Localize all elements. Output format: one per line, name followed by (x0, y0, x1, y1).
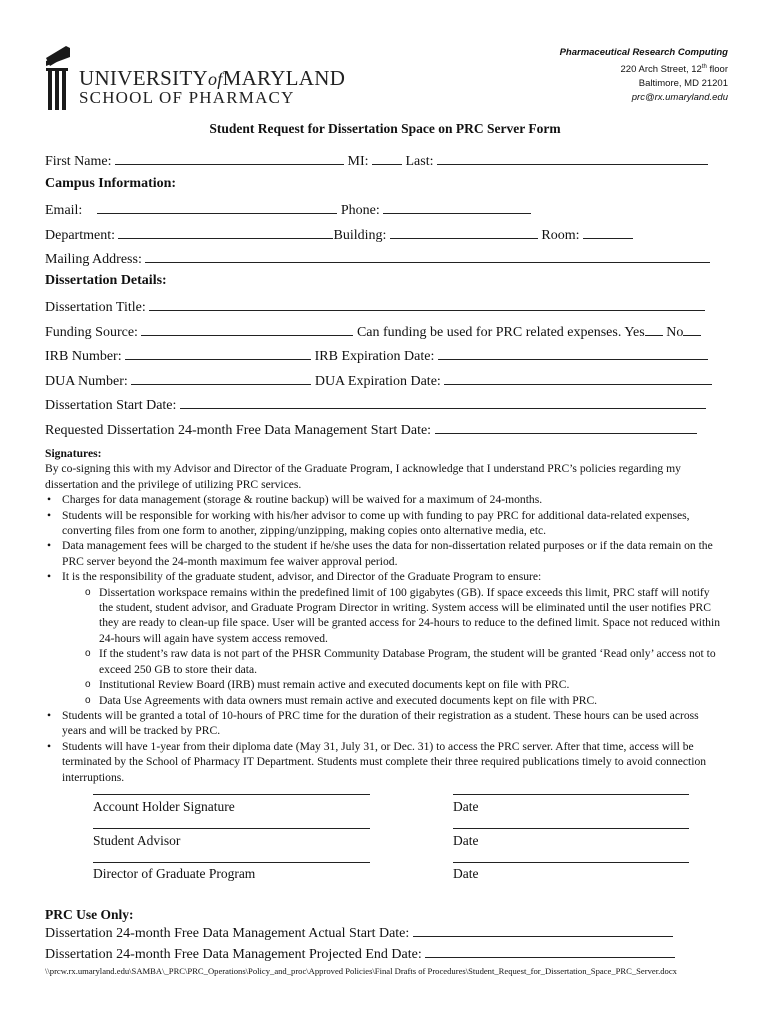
email-row (45, 200, 531, 218)
dissertation-heading: Dissertation Details: (45, 273, 167, 288)
actual-start-field[interactable] (413, 923, 673, 937)
start-date-label: Dissertation Start Date: (45, 398, 177, 413)
signatures-policy (45, 446, 725, 785)
start-date-field[interactable] (180, 395, 706, 409)
dissertation-title-label: Dissertation Title: (45, 300, 146, 315)
funding-question: Can funding be used for PRC related expenses. Yes (356, 325, 645, 340)
list-item: • Students will have 1-year from their diploma date (May 31, July 31, or Dec. 31) to access the PRC server. After that time, access will be terminated by the School of Pharmacy IT Department. Students must complete their three required publications timely to avoid connection interruptions. (45, 739, 725, 785)
irb-expiration-label: IRB Expiration Date: (314, 349, 435, 364)
list-item: • Charges for data management (storage & routine backup) will be waived for a maximum of 24-months. (45, 492, 725, 507)
dissertation-title-row (45, 297, 705, 315)
list-item: o Institutional Review Board (IRB) must remain active and executed documents kept on file with PRC. (82, 677, 725, 692)
dua-expiration-label: DUA Expiration Date: (314, 374, 441, 389)
student-advisor-date-line[interactable] (453, 828, 689, 829)
account-holder-signature-line[interactable] (93, 794, 370, 795)
student-advisor-signature-line[interactable] (93, 828, 370, 829)
mailing-address-label: Mailing Address: (45, 252, 142, 267)
department-label: Department: (45, 228, 115, 243)
student-advisor-label: Student Advisor (93, 833, 181, 848)
funding-yes-field[interactable] (645, 322, 663, 336)
phone-label: Phone: (340, 203, 380, 218)
requested-start-label: Requested Dissertation 24-month Free Data Management Start Date: (45, 423, 432, 438)
address-line1: 220 Arch Street, 12th floor (620, 64, 728, 76)
director-label: Director of Graduate Program (93, 866, 256, 881)
signatures-intro: By co-signing this with my Advisor and Director of the Graduate Program, I acknowledge that I understand PRC’s policies regarding my dissertation and the privilege of utilizing PRC services. (45, 462, 681, 491)
email-field[interactable] (97, 200, 337, 214)
director-date-line[interactable] (453, 862, 689, 863)
org-name: Pharmaceutical Research Computing (559, 47, 728, 58)
requested-start-row (45, 420, 697, 438)
university-name: UNIVERSITYofMARYLAND (79, 66, 346, 90)
email-label: Email: (45, 203, 83, 218)
address-line2: Baltimore, MD 21201 (638, 78, 728, 90)
funding-source-label: Funding Source: (45, 325, 138, 340)
actual-start-row (45, 923, 673, 941)
org-email: prc@rx.umaryland.edu (631, 92, 728, 104)
irb-expiration-field[interactable] (438, 346, 708, 360)
funding-source-field[interactable] (141, 322, 353, 336)
funding-no-field[interactable] (683, 322, 701, 336)
irb-row (45, 346, 708, 364)
prc-use-heading: PRC Use Only: (45, 907, 134, 922)
date-label: Date (453, 866, 479, 881)
start-date-row (45, 395, 706, 413)
account-holder-date-line[interactable] (453, 794, 689, 795)
mailing-address-field[interactable] (145, 249, 710, 263)
first-name-field[interactable] (115, 151, 344, 165)
room-field[interactable] (583, 225, 633, 239)
list-item: o Dissertation workspace remains within the predefined limit of 100 gigabytes (GB). If space exceeds this limit, PRC staff will notify the student, student advisor, and Graduate Program Director in writing. System access will be eliminated until the user notifies PRC they are ready to clean-up file space. User will be granted access for 24-hours to reduce to the defined limit. Space not reduced within 24-hours will again have system access removed. (82, 585, 725, 647)
name-row (45, 151, 708, 169)
list-item: • It is the responsibility of the graduate student, advisor, and Director of the Graduate Program to ensure: o Dissertation workspace remains within the predefined limit of 100 gigabytes (GB). If space exceeds this limit, PRC staff will notify the student, student advisor, and Graduate Program Director in writing. System access will be eliminated until the user notifies PRC they are ready to clean-up file space. User will be granted access for 24-hours to reduce to the defined limit. Space not reduced within 24-hours will again have system access removed. o If the student’s raw data is not part of the PHSR Community Database Program, the student will be granted ‘Read only’ access not to exceed 250 GB to store their data. o Institutional Review Board (IRB) must remain active and executed documents kept on file with PRC. o Data Use Agreements with data owners must remain active and executed documents kept on file with PRC. (45, 569, 725, 708)
mi-field[interactable] (372, 151, 402, 165)
list-item: • Students will be granted a total of 10-hours of PRC time for the duration of their registration as a student. These hours can be used across years and will be tracked by PRC. (45, 708, 725, 739)
department-row (45, 225, 633, 243)
policy-sublist (62, 585, 725, 708)
list-item: • Data management fees will be charged to the student if he/she uses the data for non-dissertation related purposes or if the data remain on the PRC server beyond the 24-month maximum fee waiver approval period. (45, 538, 725, 569)
building-label: Building: (333, 228, 387, 243)
phone-field[interactable] (383, 200, 531, 214)
org-address-block (560, 46, 728, 105)
irb-number-field[interactable] (125, 346, 311, 360)
file-path-footer: \\prcw.rx.umaryland.edu\SAMBA\_PRC\PRC_Operations\Policy_and_proc\Approved Policies\Final Drafts of Procedures\Student_Request_for_Dissertation_Space_PRC_Server.docx (45, 966, 677, 976)
projected-end-row (45, 944, 675, 962)
first-name-label: First Name: (45, 154, 112, 169)
mailing-row (45, 249, 710, 267)
university-column-emblem-icon (44, 44, 74, 112)
signatures-heading: Signatures: (45, 447, 102, 460)
requested-start-field[interactable] (435, 420, 697, 434)
list-item: o Data Use Agreements with data owners must remain active and executed documents kept on file with PRC. (82, 693, 725, 708)
dua-expiration-field[interactable] (444, 371, 712, 385)
building-field[interactable] (390, 225, 538, 239)
dissertation-title-field[interactable] (149, 297, 705, 311)
campus-heading: Campus Information: (45, 176, 177, 191)
mi-label: MI: (347, 154, 369, 169)
last-label: Last: (405, 154, 434, 169)
projected-end-field[interactable] (425, 944, 675, 958)
school-name: SCHOOL OF PHARMACY (79, 88, 295, 107)
department-field[interactable] (118, 225, 333, 239)
dua-number-field[interactable] (131, 371, 311, 385)
funding-no-label: No (666, 325, 684, 340)
funding-row (45, 322, 701, 340)
dua-number-label: DUA Number: (45, 374, 128, 389)
list-item: • Students will be responsible for working with his/her advisor to come up with funding to pay PRC for additional data-related expenses, converting files from one form to another, zipping/unzipping, making copies onto alternative media, etc. (45, 508, 725, 539)
director-signature-line[interactable] (93, 862, 370, 863)
list-item: o If the student’s raw data is not part of the PHSR Community Database Program, the student will be granted ‘Read only’ access not to exceed 250 GB to store their data. (82, 646, 725, 677)
form-title: Student Request for Dissertation Space on PRC Server Form (209, 121, 561, 136)
actual-start-label: Dissertation 24-month Free Data Management Actual Start Date: (45, 926, 410, 941)
irb-number-label: IRB Number: (45, 349, 122, 364)
last-name-field[interactable] (437, 151, 708, 165)
date-label: Date (453, 799, 479, 814)
projected-end-label: Dissertation 24-month Free Data Management Projected End Date: (45, 947, 422, 962)
date-label: Date (453, 833, 479, 848)
account-holder-label: Account Holder Signature (93, 799, 235, 814)
dua-row (45, 371, 712, 389)
policy-list (45, 492, 725, 785)
room-label: Room: (541, 228, 580, 243)
